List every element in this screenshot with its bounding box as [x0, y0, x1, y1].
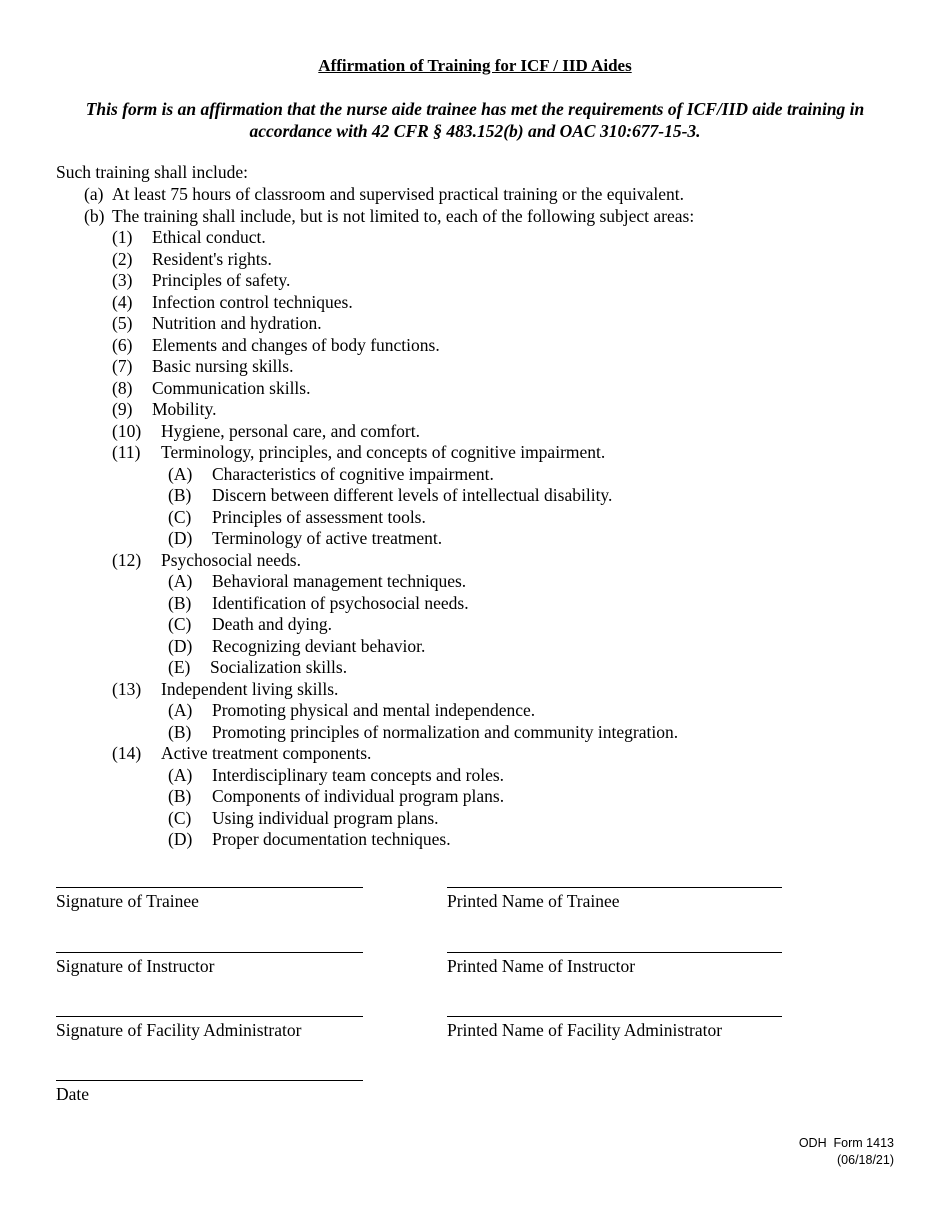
list-item-number: (6): [112, 334, 133, 355]
list-item-text: Terminology, principles, and concepts of cognitive impairment.: [161, 442, 606, 462]
admin-name-label: Printed Name of Facility Administrator: [447, 1020, 723, 1040]
list-item-number: (1): [112, 227, 133, 247]
list-item-text: Behavioral management techniques.: [212, 571, 467, 591]
list-item-text: Hygiene, personal care, and comfort.: [161, 420, 420, 441]
list-item-text: Identification of psychosocial needs.: [212, 592, 469, 613]
list-item-text: Ethical conduct.: [152, 227, 266, 247]
instructor-signature-line[interactable]: [56, 952, 363, 953]
list-item: [168, 786, 504, 808]
trainee-signature-line[interactable]: [56, 887, 363, 888]
list-item: [168, 657, 347, 679]
list-item-text: Recognizing deviant behavior.: [212, 635, 426, 656]
list-item: [112, 356, 293, 378]
list-item: [168, 614, 332, 636]
list-item-number: (9): [112, 399, 133, 419]
instructor-name-line[interactable]: [447, 952, 782, 953]
list-item-number: (B): [168, 721, 192, 742]
list-item: [168, 722, 678, 744]
list-item: [112, 421, 420, 443]
form-title: Affirmation of Training for ICF / IID Aides: [318, 56, 632, 75]
list-item: [112, 442, 605, 464]
list-item-number: (8): [112, 377, 133, 398]
list-item-number: (B): [168, 592, 192, 613]
list-item-text: Promoting physical and mental independence.: [212, 700, 536, 720]
date-label: Date: [56, 1084, 90, 1104]
list-item: [168, 593, 469, 615]
list-item: [112, 399, 217, 421]
list-item: [112, 249, 272, 271]
list-item-text: Socialization skills.: [210, 657, 348, 677]
list-item-text: Interdisciplinary team concepts and roles.: [212, 764, 505, 785]
list-item: [112, 335, 440, 357]
list-item-number: (D): [168, 635, 193, 656]
list-item-number: (D): [168, 829, 193, 849]
list-item-text: Using individual program plans.: [212, 807, 439, 828]
list-item-number: (B): [168, 786, 192, 806]
list-item-number: (E): [168, 657, 191, 677]
list-item-text: Independent living skills.: [161, 678, 339, 699]
list-item-number: (4): [112, 291, 133, 312]
trainee-signature-label: Signature of Trainee: [56, 891, 199, 911]
list-item: [168, 829, 451, 851]
instructor-name-label: Printed Name of Instructor: [447, 956, 636, 976]
list-item: [112, 679, 338, 701]
list-item-number: (14): [112, 743, 142, 763]
list-item-text: Promoting principles of normalization and community integration.: [212, 721, 679, 742]
list-item: [168, 571, 466, 593]
list-item: [168, 765, 504, 787]
list-item-number: (11): [112, 442, 141, 462]
form-footer: [799, 1135, 894, 1168]
list-item-number: (C): [168, 807, 192, 828]
trainee-name-line[interactable]: [447, 887, 782, 888]
list-item-number: (2): [112, 248, 133, 269]
list-item-text: Terminology of active treatment.: [212, 528, 443, 548]
intro-text: Such training shall include:: [56, 162, 248, 182]
list-item: [84, 184, 684, 206]
list-item-number: (A): [168, 571, 193, 591]
list-item-number: (7): [112, 356, 133, 376]
list-item-text: Nutrition and hydration.: [152, 313, 322, 333]
admin-signature-label: Signature of Facility Administrator: [56, 1020, 302, 1040]
list-item-number: (A): [168, 764, 193, 785]
list-item: [168, 636, 425, 658]
list-item-text: Basic nursing skills.: [152, 356, 294, 376]
list-item-text: Communication skills.: [152, 377, 311, 398]
list-item: [168, 507, 426, 529]
list-item-number: (b): [84, 205, 105, 226]
list-item-number: (D): [168, 528, 193, 548]
list-item: [112, 292, 353, 314]
list-item: [112, 378, 310, 400]
form-revision-date: (06/18/21): [837, 1152, 894, 1167]
list-item: [112, 227, 266, 249]
list-item-number: (a): [84, 184, 104, 204]
list-item-number: (10): [112, 420, 142, 441]
list-item-number: (3): [112, 270, 133, 290]
list-item: [112, 313, 322, 335]
list-item: [112, 743, 371, 765]
list-item-text: Psychosocial needs.: [161, 549, 301, 570]
list-item-number: (A): [168, 463, 193, 484]
list-item-text: Elements and changes of body functions.: [152, 334, 440, 355]
list-item-text: Proper documentation techniques.: [212, 829, 451, 849]
list-item-text: The training shall include, but is not limited to, each of the following subject areas:: [112, 205, 695, 226]
list-item-text: Mobility.: [152, 399, 217, 419]
list-item-text: Active treatment components.: [161, 743, 372, 763]
list-item-text: Discern between different levels of intellectual disability.: [212, 485, 613, 505]
list-item: [168, 464, 494, 486]
list-item: [168, 700, 535, 722]
list-item-number: (A): [168, 700, 193, 720]
list-item-text: Principles of safety.: [152, 270, 291, 290]
form-id: ODH Form 1413: [798, 1136, 894, 1150]
list-item: [112, 270, 290, 292]
admin-name-line[interactable]: [447, 1016, 782, 1017]
list-item-number: (C): [168, 506, 192, 527]
form-subtitle: This form is an affirmation that the nurse aide trainee has met the requirements of ICF/IID aide training in accordance with 42 CFR § 483.152(b) and OAC 310:677-15-3.: [85, 99, 865, 141]
list-item-number: (5): [112, 313, 133, 333]
list-item-text: Resident's rights.: [152, 248, 272, 269]
list-item-number: (13): [112, 678, 142, 699]
trainee-name-label: Printed Name of Trainee: [447, 891, 620, 911]
list-item-text: Components of individual program plans.: [212, 786, 505, 806]
list-item: [168, 528, 442, 550]
list-item: [84, 206, 694, 228]
list-item-number: (12): [112, 549, 142, 570]
list-item-text: Principles of assessment tools.: [212, 506, 426, 527]
list-item: [168, 485, 612, 507]
list-item-number: (C): [168, 614, 192, 634]
date-line[interactable]: [56, 1080, 363, 1081]
list-item-text: Death and dying.: [212, 614, 333, 634]
list-item: [112, 550, 301, 572]
instructor-signature-label: Signature of Instructor: [56, 956, 215, 976]
list-item-text: Infection control techniques.: [152, 291, 353, 312]
list-item: [168, 808, 439, 830]
list-item-number: (B): [168, 485, 192, 505]
list-item-text: Characteristics of cognitive impairment.: [212, 463, 494, 484]
admin-signature-line[interactable]: [56, 1016, 363, 1017]
list-item-text: At least 75 hours of classroom and supervised practical training or the equivalent.: [112, 184, 684, 204]
